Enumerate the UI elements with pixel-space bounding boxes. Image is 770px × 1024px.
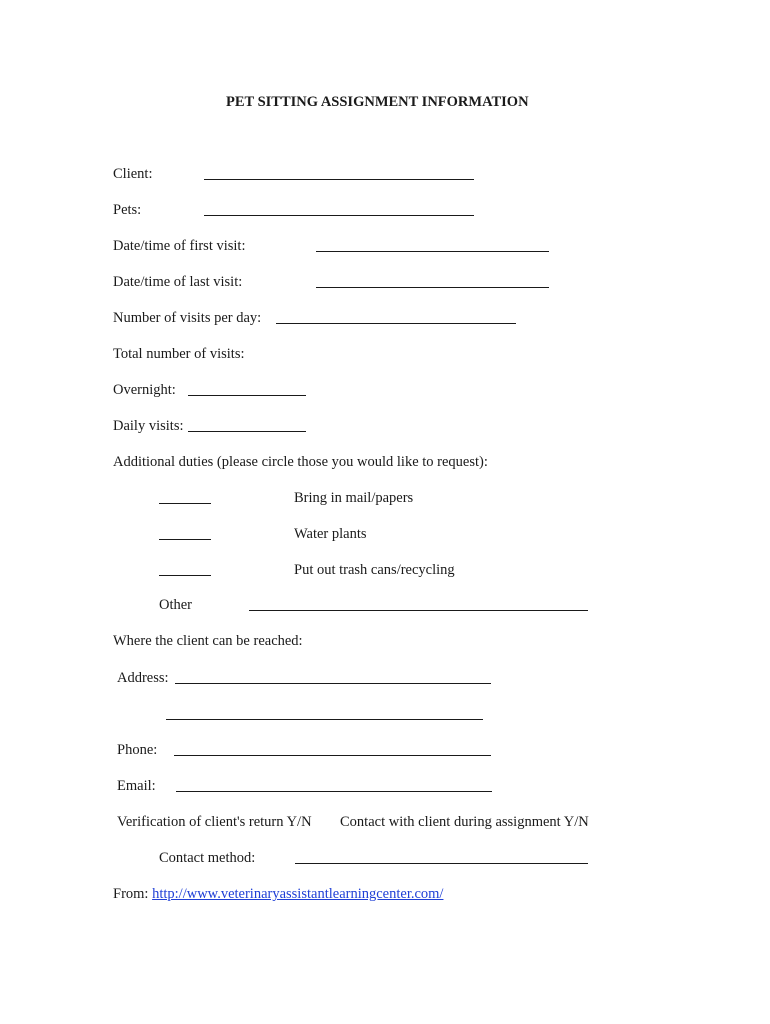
first-visit-field-line[interactable] — [316, 251, 549, 252]
duty-plants-checkline[interactable] — [159, 539, 211, 540]
duty-trash-checkline[interactable] — [159, 575, 211, 576]
first-visit-label: Date/time of first visit: — [113, 238, 246, 254]
contact-during-label: Contact with client during assignment Y/N — [340, 814, 589, 830]
client-field-line[interactable] — [204, 179, 474, 180]
address-field-line-1[interactable] — [175, 683, 491, 684]
last-visit-field-line[interactable] — [316, 287, 549, 288]
total-visits-label: Total number of visits: — [113, 346, 245, 362]
phone-label: Phone: — [117, 742, 158, 758]
visits-per-day-field-line[interactable] — [276, 323, 516, 324]
page-title: PET SITTING ASSIGNMENT INFORMATION — [226, 94, 529, 110]
contact-method-field-line[interactable] — [295, 863, 588, 864]
contact-method-label: Contact method: — [159, 850, 256, 866]
daily-visits-label: Daily visits: — [113, 418, 184, 434]
duties-heading: Additional duties (please circle those you would like to request): — [113, 454, 488, 470]
verification-label: Verification of client's return Y/N — [117, 814, 312, 830]
email-label: Email: — [117, 778, 156, 794]
overnight-label: Overnight: — [113, 382, 176, 398]
email-field-line[interactable] — [176, 791, 492, 792]
duty-other-label: Other — [159, 597, 193, 613]
duty-mail-label: Bring in mail/papers — [294, 490, 414, 506]
duty-plants-label: Water plants — [294, 526, 367, 542]
pets-label: Pets: — [113, 202, 142, 218]
address-label: Address: — [117, 670, 169, 686]
source-link[interactable]: http://www.veterinaryassistantlearningcenter.com/ — [152, 886, 444, 902]
phone-field-line[interactable] — [174, 755, 491, 756]
client-label: Client: — [113, 166, 153, 182]
duty-trash-label: Put out trash cans/recycling — [294, 562, 455, 578]
source-note — [113, 885, 443, 903]
overnight-field-line[interactable] — [188, 395, 306, 396]
source-from-label: From: — [113, 886, 153, 902]
address-field-line-2[interactable] — [166, 719, 483, 720]
last-visit-label: Date/time of last visit: — [113, 274, 243, 290]
duty-mail-checkline[interactable] — [159, 503, 211, 504]
daily-visits-field-line[interactable] — [188, 431, 306, 432]
visits-per-day-label: Number of visits per day: — [113, 310, 262, 326]
reach-heading: Where the client can be reached: — [113, 633, 303, 649]
pets-field-line[interactable] — [204, 215, 474, 216]
duty-other-field-line[interactable] — [249, 610, 588, 611]
